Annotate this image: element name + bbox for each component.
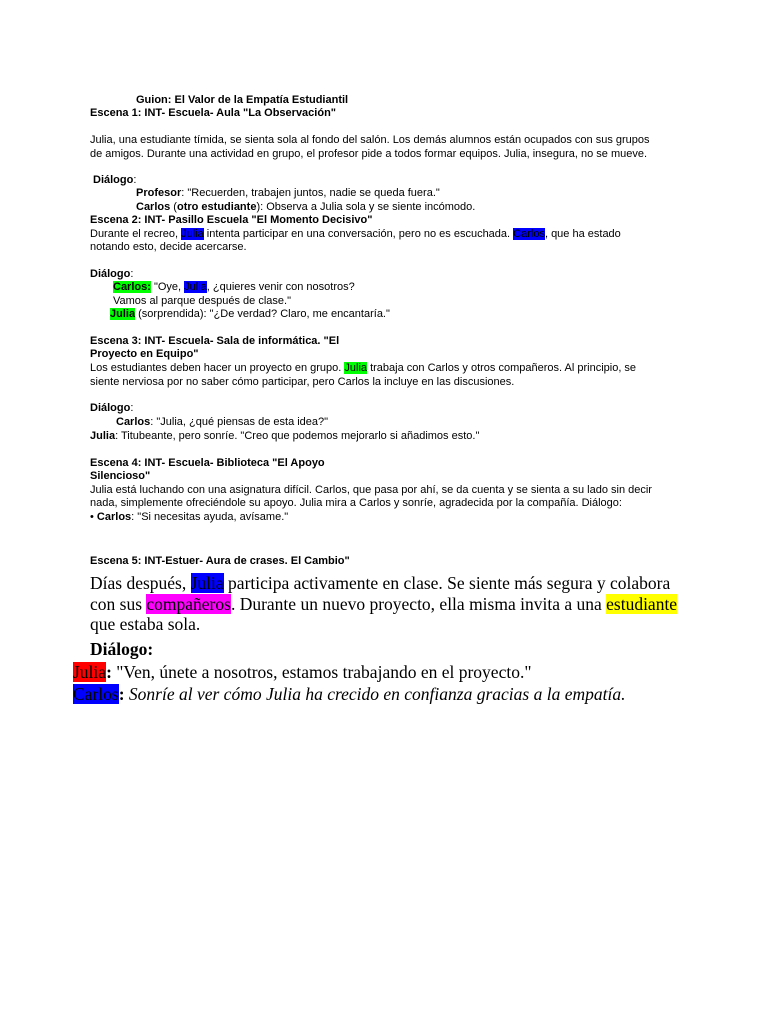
scene-3-carlos-line xyxy=(116,416,328,429)
scene-5-dialogue-label: Diálogo: xyxy=(90,639,154,659)
carlos-action: Sonríe al ver cómo Julia ha crecido en confianza gracias a la empatía. xyxy=(124,684,626,704)
scene-5-julia-line xyxy=(73,662,531,682)
carlos-dialogue: : "Si necesitas ayuda, avísame." xyxy=(131,511,289,523)
scene-4-carlos-line xyxy=(90,511,288,524)
dialogue-colon: : xyxy=(130,268,134,280)
speaker-profesor: Profesor xyxy=(136,187,182,199)
scene-2-carlos-line xyxy=(113,281,355,294)
julia-dialogue: : Titubeante, pero sonríe. "Creo que podemos mejorarlo si añadimos esto." xyxy=(115,430,480,442)
dialogue-colon: : xyxy=(133,174,137,186)
scene-5-carlos-line xyxy=(73,684,625,704)
scene-2-julia-line xyxy=(110,308,390,321)
text-segment: , ¿quieres venir con nosotros? xyxy=(206,281,355,293)
scene-3-dialogue-label xyxy=(90,402,133,415)
scene-5-paragraph-line-1 xyxy=(90,573,670,593)
speaker-carlos: Carlos xyxy=(96,511,132,523)
text-segment: con sus xyxy=(90,594,147,614)
scene-1-profesor-line xyxy=(136,187,440,200)
document-title: Guion: El Valor de la Empatía Estudiantil xyxy=(136,94,349,106)
speaker-carlos: Carlos: xyxy=(113,281,151,293)
scene-1-paragraph-line-2: de amigos. Durante una actividad en grupo, el profesor pide a todos formar equipos. Julia, insegura, no se mueve. xyxy=(90,148,648,160)
text-segment: Los estudiantes deben hacer un proyecto en grupo. xyxy=(90,362,345,374)
highlight-julia: Julia xyxy=(190,573,224,593)
scene-2-carlos-line-2: Vamos al parque después de clase." xyxy=(113,295,291,307)
scene-1-carlos-line xyxy=(136,201,475,214)
dialogue-colon: : xyxy=(130,402,134,414)
speaker-julia: Julia xyxy=(90,430,116,442)
scene-2-heading: Escena 2: INT- Pasillo Escuela "El Momento Decisivo" xyxy=(90,214,373,226)
carlos-role: otro estudiante xyxy=(176,201,257,213)
highlight-julia: Julia xyxy=(184,281,207,293)
scene-5-heading: Escena 5: INT-Estuer- Aura de crases. El Cambio" xyxy=(90,555,350,567)
speaker-julia: Julia xyxy=(110,308,136,320)
scene-5-paragraph-line-2 xyxy=(90,594,677,614)
paren-open: ( xyxy=(170,201,177,213)
scene-4-heading-line-2: Silencioso" xyxy=(90,470,151,482)
speaker-carlos: Carlos xyxy=(73,684,119,704)
text-segment: Durante el recreo, xyxy=(90,228,182,240)
speaker-carlos: Carlos xyxy=(116,416,151,428)
text-segment: , que ha estado xyxy=(544,228,621,240)
text-segment: intenta participar en una conversación, pero no es escuchada. xyxy=(203,228,514,240)
speaker-colon: : xyxy=(106,662,112,682)
highlight-julia: Julia xyxy=(181,228,204,240)
speaker-carlos: Carlos xyxy=(136,201,171,213)
highlight-estudiante: estudiante xyxy=(606,594,678,614)
highlight-carlos: Carlos xyxy=(513,228,545,240)
bullet-icon: • xyxy=(90,511,97,523)
speaker-colon: : xyxy=(118,684,125,704)
text-segment: "Oye, xyxy=(150,281,185,293)
scene-2-paragraph-line-1 xyxy=(90,228,621,241)
scene-3-paragraph-line-2: siente nerviosa por no saber cómo participar, pero Carlos la incluye en las discusiones. xyxy=(90,376,515,388)
scene-2-paragraph-line-2: notando esto, decide acercarse. xyxy=(90,241,247,253)
carlos-action: ): Observa a Julia sola y se siente incómodo. xyxy=(256,201,476,213)
profesor-dialogue: : "Recuerden, trabajen juntos, nadie se queda fuera." xyxy=(181,187,440,199)
scene-4-paragraph-line-2: nada, simplemente ofreciéndole su apoyo. Julia mira a Carlos y sonríe, agradecida por la compañía. Diálogo: xyxy=(90,497,622,509)
scene-5-paragraph-line-3: que estaba sola. xyxy=(90,614,201,634)
dialogue-heading: Diálogo xyxy=(90,268,131,280)
dialogue-heading: Diálogo xyxy=(90,402,131,414)
scene-1-dialogue-label xyxy=(93,174,136,187)
speaker-julia: Julia xyxy=(73,662,107,682)
scene-3-paragraph-line-1 xyxy=(90,362,636,375)
scene-1-paragraph-line-1: Julia, una estudiante tímida, se sienta sola al fondo del salón. Los demás alumnos están ocupados con sus grupos xyxy=(90,134,650,146)
dialogue-heading: Diálogo xyxy=(93,174,134,186)
scene-3-heading-line-2: Proyecto en Equipo" xyxy=(90,348,199,360)
text-segment: trabaja con Carlos y otros compañeros. Al principio, se xyxy=(367,362,637,374)
text-segment: participa activamente en clase. Se siente más segura y colabora xyxy=(223,573,671,593)
scene-4-heading-line-1: Escena 4: INT- Escuela- Biblioteca "El Apoyo xyxy=(90,457,325,469)
highlight-julia: Julia xyxy=(344,362,368,374)
text-segment: . Durante un nuevo proyecto, ella misma invita a una xyxy=(230,594,607,614)
julia-dialogue: "Ven, únete a nosotros, estamos trabajando en el proyecto." xyxy=(111,662,532,682)
carlos-dialogue: : "Julia, ¿qué piensas de esta idea?" xyxy=(150,416,329,428)
scene-4-paragraph-line-1: Julia está luchando con una asignatura difícil. Carlos, que pasa por ahí, se da cuenta y se sienta a su lado sin decir xyxy=(90,484,652,496)
scene-3-julia-line xyxy=(90,430,479,443)
scene-3-heading-line-1: Escena 3: INT- Escuela- Sala de informática. "El xyxy=(90,335,340,347)
highlight-companeros: compañeros xyxy=(146,594,231,614)
scene-2-dialogue-label xyxy=(90,268,133,281)
scene-1-heading: Escena 1: INT- Escuela- Aula "La Observación" xyxy=(90,107,337,119)
text-segment: Días después, xyxy=(90,573,191,593)
julia-dialogue: (sorprendida): "¿De verdad? Claro, me encantaría." xyxy=(135,308,390,320)
